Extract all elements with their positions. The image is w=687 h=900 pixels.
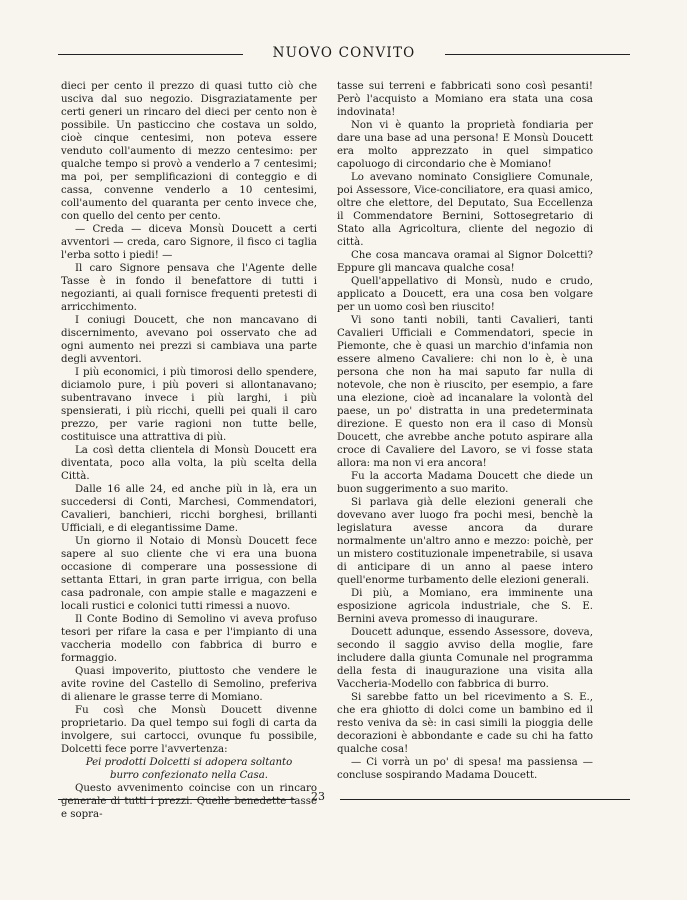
motto-line-2: burro confezionato nella Casa. bbox=[109, 770, 269, 781]
paragraph: tasse sui terreni e fabbricati sono così pesanti! Però l'acquisto a Momiano era stata una cosa indovinata! bbox=[337, 81, 593, 118]
paragraph: — Creda — diceva Monsù Doucett a certi avventori — creda, caro Signore, il fisco ci taglia l'erba sotto i piedi! — bbox=[61, 224, 317, 261]
paragraph: Fu la accorta Madama Doucett che diede un buon suggerimento a suo marito. bbox=[337, 471, 593, 495]
paragraph: Questo avvenimento coincise con un rincaro generale di tutti i prezzi. Quelle benedette tasse e sopra- bbox=[61, 783, 317, 820]
paragraph: Doucett adunque, essendo Assessore, doveva, secondo il saggio avviso della moglie, fare includere dalla giunta Comunale nel programma della festa di inaugurazione una visita alla Vaccheria-Modello con fabbrica di burro. bbox=[337, 627, 593, 690]
paragraph: dieci per cento il prezzo di quasi tutto ciò che usciva dal suo negozio. Disgraziatamente per certi generi un rincaro del dieci per cento non è possibile. Un pasticcino che costava un soldo, cioè cinque centesimi, non poteva essere venduto coll'aumento di mezzo centesimo: per qualche tempo si provò a venderlo a 7 centesimi; ma poi, per semplificazioni di conteggio e di cassa, convenne venderlo a 10 centesimi, coll'aumento del quaranta per cento invece che, con quello del cento per cento. bbox=[61, 81, 317, 222]
paragraph: Il caro Signore pensava che l'Agente delle Tasse è in fondo il benefattore di tutti i negozianti, ai quali fornisce frequenti pretesti di arricchimento. bbox=[61, 263, 317, 313]
paragraph: Dalle 16 alle 24, ed anche più in là, era un succedersi di Conti, Marchesi, Commendatori, Cavalieri, banchieri, ricchi borghesi, brillanti Ufficiali, e di elegantissime Dame. bbox=[61, 484, 317, 534]
paragraph: Lo avevano nominato Consigliere Comunale, poi Assessore, Vice-conciliatore, era quasi amico, oltre che elettore, del Deputato, Sua Eccellenza il Commendatore Bernini, Sottosegretario di Stato alla Agricoltura, cliente del negozio di città. bbox=[337, 172, 593, 248]
footer-rule-right bbox=[340, 799, 630, 800]
paragraph: Quell'appellativo di Monsù, nudo e crudo, applicato a Doucett, era una cosa ben volgare per un uomo così ben riuscito! bbox=[337, 276, 593, 313]
page-title: NUOVO CONVITO bbox=[272, 45, 416, 61]
paragraph: Il Conte Bodino di Semolino vi aveva profuso tesori per rifare la casa e per l'impianto di una vaccheria modello con fabbrica di burro e formaggio. bbox=[61, 614, 317, 664]
page-number: 23 bbox=[311, 790, 325, 803]
left-column bbox=[61, 80, 317, 821]
paragraph: Non vi è quanto la proprietà fondiaria per dare una base ad una persona! E Monsù Doucett era molto apprezzato in quel simpatico capoluogo di circondario che è Momiano! bbox=[337, 120, 593, 170]
paragraph: La così detta clientela di Monsù Doucett era diventata, poco alla volta, la più scelta della Città. bbox=[61, 445, 317, 482]
footer-rule-left bbox=[58, 799, 295, 800]
paragraph: Di più, a Momiano, era imminente una esposizione agricola industriale, che S. E. Bernini aveva promesso di inaugurare. bbox=[337, 588, 593, 625]
paragraph: — Ci vorrà un po' di spesa! ma passiensa — concluse sospirando Madama Doucett. bbox=[337, 757, 593, 781]
paragraph: Che cosa mancava oramai al Signor Dolcetti? Eppure gli mancava qualche cosa! bbox=[337, 250, 593, 274]
paragraph: Un giorno il Notaio di Monsù Doucett fece sapere al suo cliente che vi era una buona occasione di comperare una possessione di settanta Ettari, in gran parte irrigua, con bella casa padronale, con ampie stalle e magazzeni e locali rustici e colonici tutti rimessi a nuovo. bbox=[61, 536, 317, 612]
paragraph: Si sarebbe fatto un bel ricevimento a S. E., che era ghiotto di dolci come un bambino ed il resto veniva da sè: in casi simili la pioggia delle decorazioni è abbondante e cade su chi ha fatto qualche cosa! bbox=[337, 692, 593, 755]
paragraph: I più economici, i più timorosi dello spendere, diciamolo pure, i più poveri si allontanavano; subentravano invece i più larghi, i più spensierati, i più ricchi, quelli pei quali il caro prezzo, per varie ragioni non tutte belle, costituisce una attrattiva di più. bbox=[61, 367, 317, 443]
header-rule-right bbox=[445, 54, 630, 55]
paragraph: I coniugi Doucett, che non mancavano di discernimento, avevano poi osservato che ad ogni aumento nei prezzi si cambiava una parte degli avventori. bbox=[61, 315, 317, 365]
motto-line-1: Pei prodotti Dolcetti si adopera soltanto bbox=[85, 757, 293, 768]
paragraph: Vi sono tanti nobili, tanti Cavalieri, tanti Cavalieri Ufficiali e Commendatori, specie in Piemonte, che è quasi un marchio d'infamia non essere almeno Cavaliere: chi non lo è, è una persona che non ha mai saputo far nulla di notevole, che non è riuscito, per esempio, a fare una elezione, cioè ad incanalare la volontà del paese, un po' distratta in una predeterminata direzione. E questo non era il caso di Monsù Doucett, che avrebbe anche potuto aspirare alla croce di Cavaliere del Lavoro, se vi fosse stata allora: ma non vi era ancora! bbox=[337, 315, 593, 469]
running-header bbox=[58, 44, 630, 64]
paragraph: Fu così che Monsù Doucett divenne proprietario. Da quel tempo sui fogli di carta da involgere, sui cartocci, ovunque fu possibile, Dolcetti fece porre l'avvertenza: bbox=[61, 705, 317, 755]
right-column bbox=[337, 80, 593, 782]
paragraph: Quasi impoverito, piuttosto che vendere le avite rovine del Castello di Semolino, preferiva di alienare le grasse terre di Momiano. bbox=[61, 666, 317, 703]
paragraph: Si parlava già delle elezioni generali che dovevano aver luogo fra pochi mesi, benchè la legislatura avesse ancora da durare normalmente un'altro anno e mezzo: poichè, per un mistero costituzionale impenetrabile, si usava di anticipare di un anno al paese intero quell'enorme turbamento delle elezioni generali. bbox=[337, 497, 593, 586]
